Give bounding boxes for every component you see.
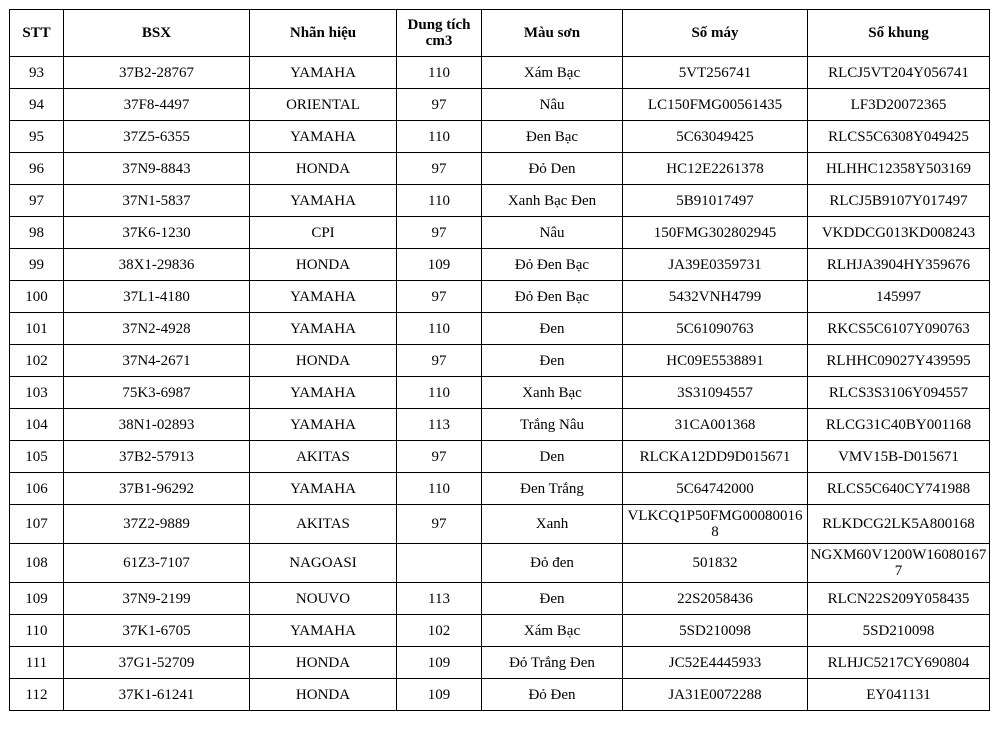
- table-row: [10, 615, 990, 647]
- cell-brand: YAMAHA: [250, 121, 397, 153]
- cell-bsx: 37Z5-6355: [64, 121, 250, 153]
- cell-capacity: 113: [397, 409, 482, 441]
- cell-capacity: 97: [397, 505, 482, 544]
- table-row: [10, 249, 990, 281]
- cell-engine-number: HC12E2261378: [623, 153, 808, 185]
- cell-bsx: 37K6-1230: [64, 217, 250, 249]
- vehicle-table: [9, 9, 990, 711]
- cell-stt: 101: [10, 313, 64, 345]
- cell-stt: 95: [10, 121, 64, 153]
- cell-stt: 108: [10, 544, 64, 583]
- cell-engine-number: 5SD210098: [623, 615, 808, 647]
- cell-bsx: 38N1-02893: [64, 409, 250, 441]
- cell-engine-number: JA39E0359731: [623, 249, 808, 281]
- cell-stt: 111: [10, 647, 64, 679]
- cell-capacity: 97: [397, 217, 482, 249]
- cell-stt: 93: [10, 57, 64, 89]
- cell-bsx: 38X1-29836: [64, 249, 250, 281]
- cell-brand: YAMAHA: [250, 473, 397, 505]
- cell-stt: 103: [10, 377, 64, 409]
- cell-bsx: 61Z3-7107: [64, 544, 250, 583]
- table-row: [10, 153, 990, 185]
- cell-engine-number: 5432VNH4799: [623, 281, 808, 313]
- table-row: [10, 185, 990, 217]
- cell-color: Nâu: [482, 89, 623, 121]
- cell-capacity: 97: [397, 281, 482, 313]
- header-stt: STT: [10, 10, 64, 57]
- cell-frame-number: RKCS5C6107Y090763: [808, 313, 990, 345]
- cell-frame-number: RLCS3S3106Y094557: [808, 377, 990, 409]
- cell-engine-number: JA31E0072288: [623, 679, 808, 711]
- cell-bsx: 75K3-6987: [64, 377, 250, 409]
- table-row: [10, 583, 990, 615]
- cell-capacity: 109: [397, 647, 482, 679]
- cell-brand: HONDA: [250, 345, 397, 377]
- cell-capacity: 113: [397, 583, 482, 615]
- table-row: [10, 217, 990, 249]
- header-engine-number: Số máy: [623, 10, 808, 57]
- cell-color: Đỏ Trắng Đen: [482, 647, 623, 679]
- cell-capacity: 109: [397, 249, 482, 281]
- cell-brand: YAMAHA: [250, 185, 397, 217]
- header-color: Màu sơn: [482, 10, 623, 57]
- cell-bsx: 37K1-6705: [64, 615, 250, 647]
- cell-engine-number: 5B91017497: [623, 185, 808, 217]
- cell-brand: YAMAHA: [250, 57, 397, 89]
- cell-brand: YAMAHA: [250, 409, 397, 441]
- cell-color: Trắng Nâu: [482, 409, 623, 441]
- cell-color: Đen Trắng: [482, 473, 623, 505]
- cell-brand: YAMAHA: [250, 281, 397, 313]
- cell-stt: 96: [10, 153, 64, 185]
- cell-engine-number: VLKCQ1P50FMG000800168: [623, 505, 808, 544]
- cell-engine-number: LC150FMG00561435: [623, 89, 808, 121]
- cell-brand: HONDA: [250, 679, 397, 711]
- cell-bsx: 37B1-96292: [64, 473, 250, 505]
- cell-brand: AKITAS: [250, 505, 397, 544]
- cell-brand: AKITAS: [250, 441, 397, 473]
- cell-engine-number: 5C63049425: [623, 121, 808, 153]
- cell-color: Đen Bạc: [482, 121, 623, 153]
- cell-color: Xanh Bạc: [482, 377, 623, 409]
- cell-capacity: 97: [397, 153, 482, 185]
- table-header-row: [10, 10, 990, 57]
- cell-frame-number: RLKDCG2LK5A800168: [808, 505, 990, 544]
- cell-stt: 107: [10, 505, 64, 544]
- table-row: [10, 345, 990, 377]
- cell-bsx: 37N4-2671: [64, 345, 250, 377]
- cell-color: Xám Bạc: [482, 615, 623, 647]
- cell-bsx: 37N9-8843: [64, 153, 250, 185]
- table-row: [10, 679, 990, 711]
- cell-engine-number: JC52E4445933: [623, 647, 808, 679]
- cell-engine-number: 22S2058436: [623, 583, 808, 615]
- cell-stt: 105: [10, 441, 64, 473]
- cell-frame-number: 5SD210098: [808, 615, 990, 647]
- cell-color: Đen: [482, 345, 623, 377]
- table-body: [10, 57, 990, 711]
- table-row: [10, 57, 990, 89]
- cell-capacity: 97: [397, 441, 482, 473]
- cell-color: Xanh: [482, 505, 623, 544]
- cell-stt: 106: [10, 473, 64, 505]
- cell-color: Nâu: [482, 217, 623, 249]
- cell-brand: YAMAHA: [250, 377, 397, 409]
- cell-color: Đen: [482, 583, 623, 615]
- cell-brand: YAMAHA: [250, 615, 397, 647]
- cell-engine-number: 5C61090763: [623, 313, 808, 345]
- cell-color: Xanh Bạc Đen: [482, 185, 623, 217]
- cell-bsx: 37G1-52709: [64, 647, 250, 679]
- header-capacity-line1: Dung tích: [407, 17, 471, 33]
- cell-color: Đỏ Đen: [482, 679, 623, 711]
- cell-capacity: 110: [397, 473, 482, 505]
- cell-brand: NOUVO: [250, 583, 397, 615]
- cell-frame-number: LF3D20072365: [808, 89, 990, 121]
- table-row: [10, 441, 990, 473]
- header-bsx: BSX: [64, 10, 250, 57]
- cell-stt: 110: [10, 615, 64, 647]
- cell-engine-number: HC09E5538891: [623, 345, 808, 377]
- cell-frame-number: RLCJ5B9107Y017497: [808, 185, 990, 217]
- cell-color: Đỏ Đen Bạc: [482, 281, 623, 313]
- cell-stt: 100: [10, 281, 64, 313]
- cell-brand: HONDA: [250, 249, 397, 281]
- cell-stt: 109: [10, 583, 64, 615]
- table-row: [10, 313, 990, 345]
- cell-stt: 112: [10, 679, 64, 711]
- cell-frame-number: VKDDCG013KD008243: [808, 217, 990, 249]
- table-row: [10, 505, 990, 544]
- table-row: [10, 89, 990, 121]
- cell-color: Đỏ đen: [482, 544, 623, 583]
- cell-color: Xám Bạc: [482, 57, 623, 89]
- header-capacity: [397, 10, 482, 57]
- cell-capacity: 97: [397, 345, 482, 377]
- cell-engine-number: 31CA001368: [623, 409, 808, 441]
- cell-frame-number: HLHHC12358Y503169: [808, 153, 990, 185]
- cell-capacity: 110: [397, 377, 482, 409]
- cell-brand: NAGOASI: [250, 544, 397, 583]
- cell-color: Đỏ Đen Bạc: [482, 249, 623, 281]
- table-row: [10, 377, 990, 409]
- cell-bsx: 37Z2-9889: [64, 505, 250, 544]
- cell-stt: 97: [10, 185, 64, 217]
- cell-bsx: 37F8-4497: [64, 89, 250, 121]
- cell-color: Den: [482, 441, 623, 473]
- cell-frame-number: RLHJC5217CY690804: [808, 647, 990, 679]
- cell-capacity: [397, 544, 482, 583]
- cell-frame-number: RLHHC09027Y439595: [808, 345, 990, 377]
- cell-stt: 102: [10, 345, 64, 377]
- cell-brand: ORIENTAL: [250, 89, 397, 121]
- cell-engine-number: 5VT256741: [623, 57, 808, 89]
- cell-bsx: 37B2-28767: [64, 57, 250, 89]
- table-row: [10, 647, 990, 679]
- table-row: [10, 409, 990, 441]
- cell-engine-number: 3S31094557: [623, 377, 808, 409]
- header-brand: Nhãn hiệu: [250, 10, 397, 57]
- cell-stt: 99: [10, 249, 64, 281]
- cell-capacity: 102: [397, 615, 482, 647]
- header-frame-number: Số khung: [808, 10, 990, 57]
- cell-frame-number: RLHJA3904HY359676: [808, 249, 990, 281]
- cell-frame-number: 145997: [808, 281, 990, 313]
- cell-frame-number: VMV15B-D015671: [808, 441, 990, 473]
- cell-engine-number: 501832: [623, 544, 808, 583]
- cell-brand: YAMAHA: [250, 313, 397, 345]
- cell-bsx: 37N1-5837: [64, 185, 250, 217]
- cell-stt: 98: [10, 217, 64, 249]
- header-capacity-line2: cm3: [425, 33, 453, 49]
- table-row: [10, 473, 990, 505]
- table-row: [10, 544, 990, 583]
- cell-engine-number: 150FMG302802945: [623, 217, 808, 249]
- cell-capacity: 97: [397, 89, 482, 121]
- table-row: [10, 121, 990, 153]
- cell-frame-number: RLCS5C640CY741988: [808, 473, 990, 505]
- cell-engine-number: RLCKA12DD9D015671: [623, 441, 808, 473]
- cell-brand: HONDA: [250, 647, 397, 679]
- cell-frame-number: RLCS5C6308Y049425: [808, 121, 990, 153]
- cell-bsx: 37N9-2199: [64, 583, 250, 615]
- cell-bsx: 37K1-61241: [64, 679, 250, 711]
- cell-bsx: 37N2-4928: [64, 313, 250, 345]
- cell-capacity: 110: [397, 57, 482, 89]
- cell-frame-number: RLCJ5VT204Y056741: [808, 57, 990, 89]
- cell-engine-number: 5C64742000: [623, 473, 808, 505]
- table-row: [10, 281, 990, 313]
- cell-bsx: 37L1-4180: [64, 281, 250, 313]
- cell-frame-number: EY041131: [808, 679, 990, 711]
- cell-color: Đỏ Den: [482, 153, 623, 185]
- cell-stt: 104: [10, 409, 64, 441]
- cell-capacity: 109: [397, 679, 482, 711]
- cell-frame-number: RLCG31C40BY001168: [808, 409, 990, 441]
- cell-bsx: 37B2-57913: [64, 441, 250, 473]
- cell-stt: 94: [10, 89, 64, 121]
- cell-capacity: 110: [397, 313, 482, 345]
- cell-color: Đen: [482, 313, 623, 345]
- cell-frame-number: RLCN22S209Y058435: [808, 583, 990, 615]
- cell-brand: CPI: [250, 217, 397, 249]
- cell-capacity: 110: [397, 121, 482, 153]
- cell-capacity: 110: [397, 185, 482, 217]
- cell-frame-number: NGXM60V1200W160801677: [808, 544, 990, 583]
- cell-brand: HONDA: [250, 153, 397, 185]
